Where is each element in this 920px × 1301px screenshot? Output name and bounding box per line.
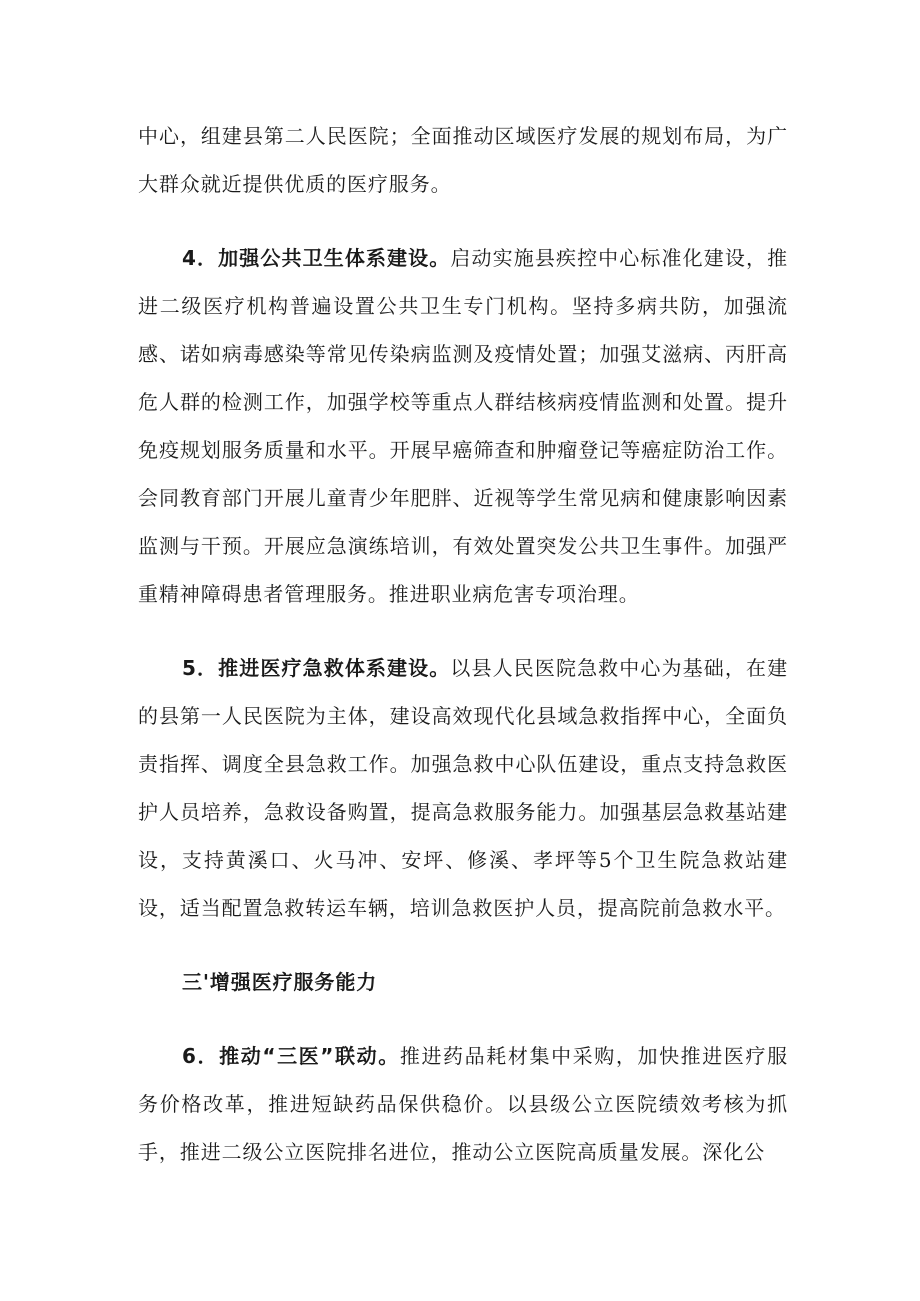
paragraph-gap [138,932,788,958]
item-4-body: 启动实施县疾控中心标准化建设，推进二级医疗机构普遍设置公共卫生专门机构。坚持多病共防，加强流感、诺如病毒感染等常见传染病监测及疫情处置；加强艾滋病、丙肝高危人群的检测工作，加强学校等重点人群结核病疫情监测和处置。提升免疫规划服务质量和水平。开展早癌筛查和肿瘤登记等癌症防治工作。会同教育部门开展儿童青少年肥胖、近视等学生常见病和健康影响因素监测与干预。开展应急演练培训，有效处置突发公共卫生事件。加强严重精神障碍患者管理服务。推进职业病危害专项治理。 [138,246,788,606]
item-4-paragraph [138,234,788,618]
item-5-paragraph [138,644,788,932]
document-page [138,112,788,1176]
section-three-heading: 三'增强医疗服务能力 [182,970,378,994]
item-4-heading: 4．加强公共卫生体系建设。 [182,246,451,270]
item-6-body: 推进药品耗材集中采购，加快推进医疗服务价格改革，推进短缺药品保供稳价。以县级公立医院绩效考核为抓手，推进二级公立医院排名进位，推动公立医院高质量发展。深化公 [138,1044,788,1164]
item-6-heading: 6．推动“三医”联动。 [182,1044,400,1068]
continuation-paragraph: 中心，组建县第二人民医院；全面推动区域医疗发展的规划布局，为广大群众就近提供优质的医疗服务。 [138,124,788,196]
item-5-body: 以县人民医院急救中心为基础，在建的县第一人民医院为主体，建设高效现代化县域急救指挥中心，全面负责指挥、调度全县急救工作。加强急救中心队伍建设，重点支持急救医护人员培养，急救设备购置，提高急救服务能力。加强基层急救基站建设，支持黄溪口、火马冲、安坪、修溪、孝坪等5个卫生院急救站建设，适当配置急救转运车辆，培训急救医护人员，提高院前急救水平。 [138,656,788,920]
paragraph-gap [138,1006,788,1032]
item-5-heading: 5．推进医疗急救体系建设。 [182,656,451,680]
item-6-paragraph [138,1032,788,1176]
paragraph-gap [138,208,788,234]
paragraph-gap [138,618,788,644]
